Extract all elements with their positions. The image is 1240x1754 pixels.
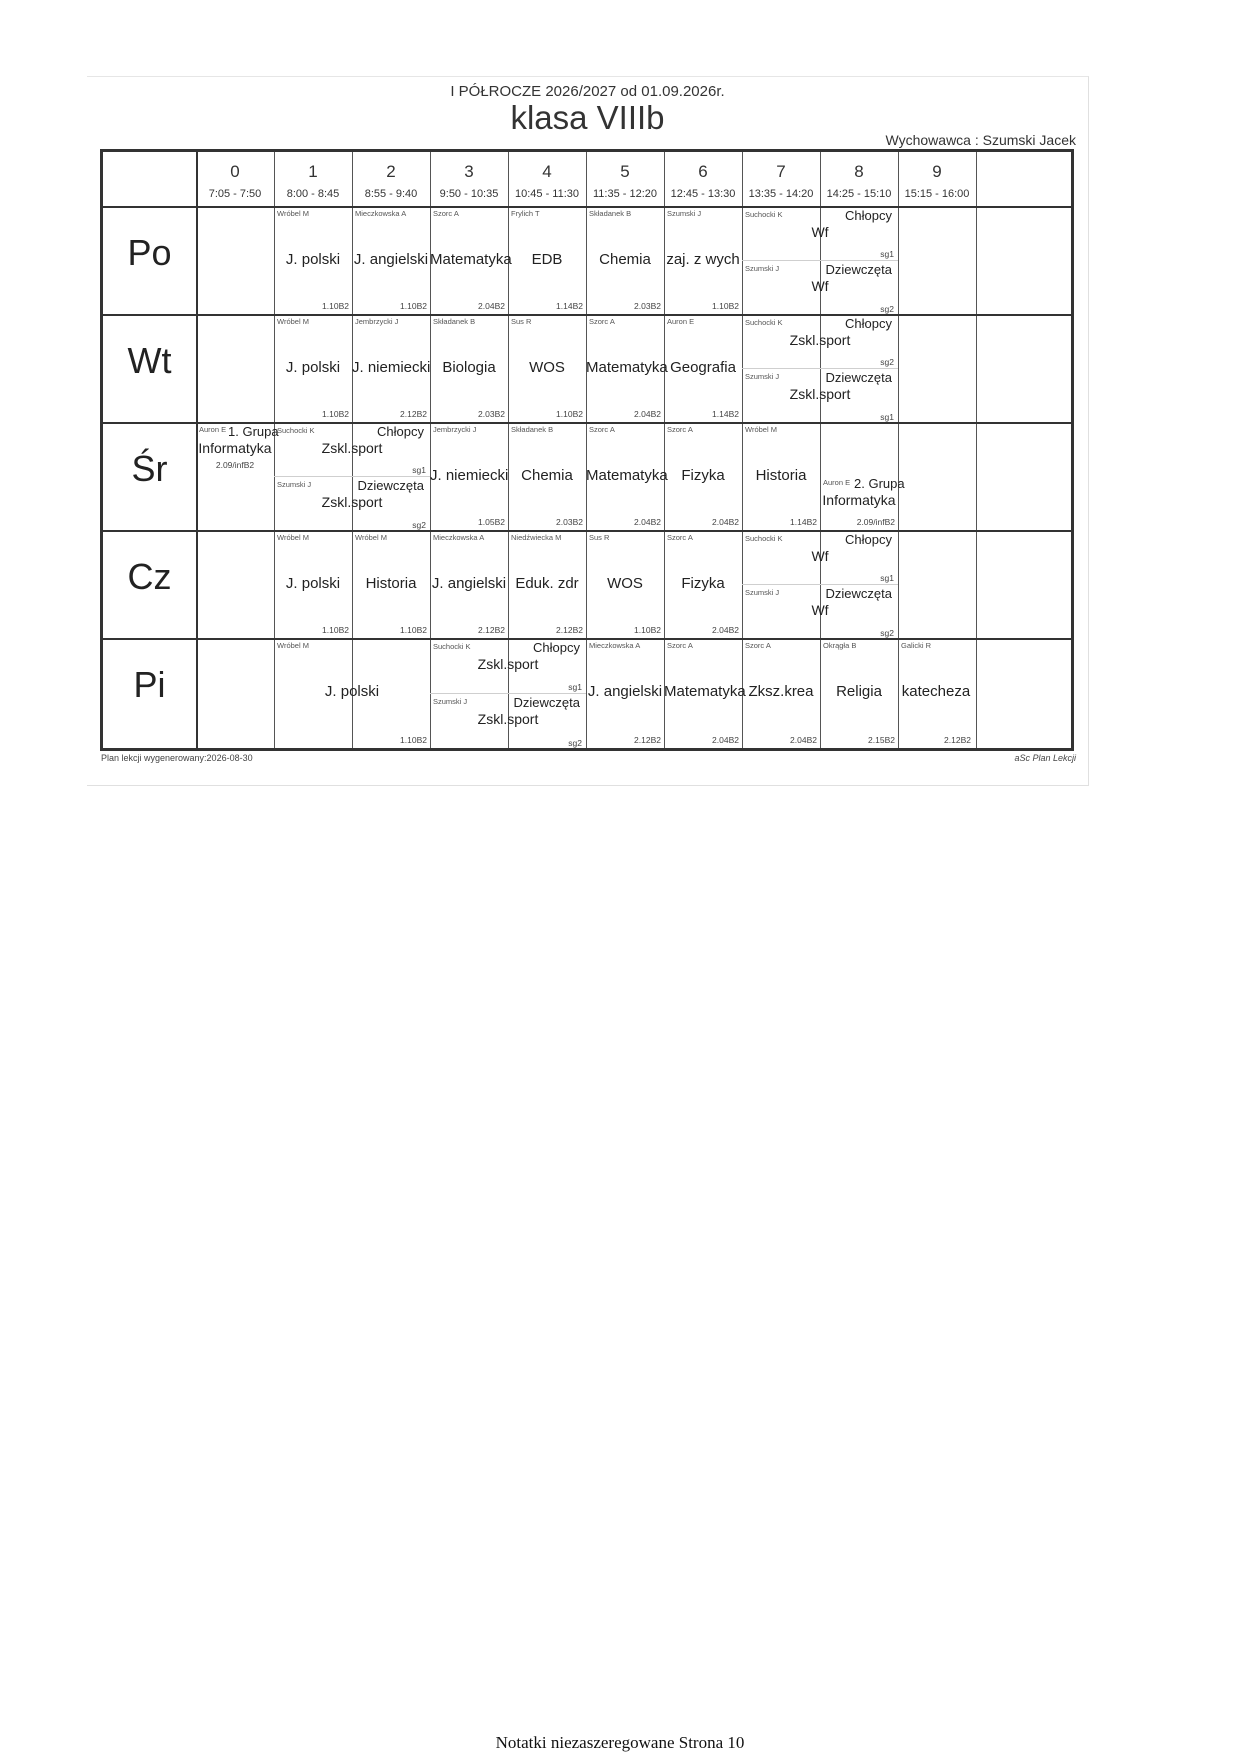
period-header-1	[274, 152, 352, 206]
lesson-cell	[274, 531, 352, 638]
teacher-name: Jembrzycki J	[355, 317, 399, 326]
lesson-cell	[274, 315, 352, 422]
room-number: 2.03B2	[478, 409, 505, 419]
teacher-name: Szorc A	[589, 425, 615, 434]
subject-name: Zskl.sport	[321, 440, 383, 456]
lesson-cell	[508, 423, 586, 530]
lesson-cell	[586, 531, 664, 638]
room-number: sg2	[880, 628, 894, 638]
subject-name: Chemia	[599, 251, 651, 268]
group-label: 1. Grupa	[228, 424, 279, 439]
period-time: 7:05 - 7:50	[208, 188, 262, 200]
teacher-name: Suchocki K	[745, 534, 783, 543]
split-lesson-cell	[274, 423, 430, 530]
subject-name: J. polski	[324, 683, 380, 700]
room-number: 2.12B2	[400, 409, 427, 419]
period-header-2	[352, 152, 430, 206]
group-label: Chłopcy	[845, 316, 892, 331]
period-header-7	[742, 152, 820, 206]
split-lesson-cell	[742, 531, 898, 638]
group-girls	[742, 368, 898, 423]
lesson-cell	[664, 639, 746, 748]
lesson-cell	[664, 315, 742, 422]
room-number: sg1	[880, 573, 894, 583]
period-header-9	[898, 152, 976, 206]
day-label-sr: Śr	[131, 448, 168, 489]
room-number: 2.12B2	[556, 625, 583, 635]
page-footer: Notatki niezaszeregowane Strona 10	[495, 1733, 745, 1752]
teacher-name: Sus R	[589, 533, 610, 542]
group-label: Chłopcy	[845, 532, 892, 547]
group-label: Dziewczęta	[357, 478, 424, 493]
subject-name: Matematyka	[664, 683, 746, 700]
period-number: 1	[308, 162, 318, 181]
teacher-name: Suchocki K	[745, 318, 783, 327]
room-number: 1.14B2	[712, 409, 739, 419]
subject-name: Informatyka	[198, 440, 272, 456]
period-number: 7	[776, 162, 786, 181]
group-lesson-cell	[820, 423, 905, 530]
subject-name: Zskl.sport	[789, 386, 851, 402]
subject-name: Chemia	[521, 467, 573, 484]
room-number: 2.04B2	[712, 735, 739, 745]
subject-name: Biologia	[442, 359, 496, 376]
lesson-cell	[352, 315, 430, 422]
room-number: 2.03B2	[556, 517, 583, 527]
subject-name: Matematyka	[586, 359, 668, 376]
subject-name: J. angielski	[431, 575, 507, 592]
split-lesson-cell	[742, 207, 898, 314]
teacher-name: Niedźwiecka M	[511, 533, 562, 542]
lesson-cell	[430, 315, 508, 422]
teacher-name: Mieczkowska A	[433, 533, 485, 542]
period-header-4	[508, 152, 586, 206]
period-time: 15:15 - 16:00	[904, 188, 970, 200]
room-number: 1.10B2	[634, 625, 661, 635]
room-number: 2.09/infB2	[856, 517, 895, 527]
subject-name: Matematyka	[586, 467, 668, 484]
lesson-cell	[742, 423, 820, 530]
teacher-name: Szumski J	[433, 697, 468, 706]
period-header-6	[664, 152, 742, 206]
teacher-name: Wróbel M	[355, 533, 387, 542]
day-label-wt: Wt	[127, 340, 172, 381]
teacher-name: Suchocki K	[745, 210, 783, 219]
teacher-name: Szorc A	[667, 425, 693, 434]
subject-name: EDB	[531, 251, 563, 268]
teacher-name: Składanek B	[511, 425, 554, 434]
teacher-name: Auron E	[823, 478, 851, 487]
room-number: 2.04B2	[712, 517, 739, 527]
group-label: 2. Grupa	[854, 476, 905, 491]
group-girls	[742, 260, 898, 315]
group-boys	[742, 207, 898, 260]
teacher-name: Suchocki K	[277, 426, 315, 435]
period-time: 10:45 - 11:30	[514, 188, 579, 200]
room-number: 1.14B2	[556, 301, 583, 311]
teacher-name: Wróbel M	[745, 425, 777, 434]
subject-name: WOS	[607, 575, 643, 592]
room-number: 2.12B2	[944, 735, 971, 745]
period-number: 0	[230, 162, 240, 181]
teacher-name: Szorc A	[745, 641, 771, 650]
lesson-cell	[586, 207, 664, 314]
room-number: 2.04B2	[790, 735, 817, 745]
teacher-name: Szumski J	[745, 372, 780, 381]
room-number: 2.09/infB2	[215, 460, 255, 470]
generated-date: Plan lekcji wygenerowany:2026-08-30	[101, 753, 253, 763]
subject-name: J. niemiecki	[430, 467, 509, 484]
room-number: 1.10B2	[712, 301, 739, 311]
period-time: 8:55 - 9:40	[364, 188, 418, 200]
subject-name: Informatyka	[822, 492, 896, 508]
group-boys	[742, 531, 898, 584]
grid-line	[976, 152, 977, 748]
period-header-8	[820, 152, 898, 206]
day-label-pi: Pi	[133, 664, 166, 705]
timetable-grid	[100, 149, 1074, 751]
group-label: Dziewczęta	[825, 370, 892, 385]
subject-name: Religia	[836, 683, 882, 700]
day-label-po: Po	[127, 232, 172, 273]
lesson-cell	[352, 531, 430, 638]
day-label-cz: Cz	[127, 556, 172, 597]
teacher-name: Szumski J	[745, 264, 780, 273]
group-girls	[742, 584, 898, 639]
subject-name: J. angielski	[587, 683, 663, 700]
subject-name: WOS	[529, 359, 565, 376]
room-number: 1.10B2	[400, 625, 427, 635]
lesson-cell	[508, 531, 586, 638]
teacher-name: Frylich T	[511, 209, 540, 218]
subject-name: J. polski	[285, 575, 341, 592]
room-number: 1.14B2	[790, 517, 817, 527]
lesson-cell	[586, 423, 668, 530]
timetable-sheet	[87, 76, 1089, 786]
group-lesson-cell	[196, 423, 279, 530]
group-boys	[742, 315, 898, 368]
room-number: sg2	[412, 520, 426, 530]
software-credit: aSc Plan Lekcji	[1014, 753, 1076, 763]
teacher-name: Szorc A	[667, 641, 693, 650]
lesson-cell	[820, 639, 898, 748]
subject-name: Zksz.krea	[748, 683, 814, 700]
period-time: 12:45 - 13:30	[670, 188, 736, 200]
teacher-name: Mieczkowska A	[355, 209, 407, 218]
group-label: Dziewczęta	[513, 695, 580, 710]
group-boys	[274, 423, 430, 476]
teacher-name: Okrągła B	[823, 641, 857, 650]
room-number: sg1	[880, 249, 894, 259]
teacher-name: Szorc A	[433, 209, 459, 218]
teacher-name: Szumski J	[667, 209, 702, 218]
lesson-cell	[430, 423, 508, 530]
lesson-cell	[586, 315, 668, 422]
lesson-cell	[664, 423, 742, 530]
group-girls	[430, 693, 586, 749]
room-number: 2.03B2	[634, 301, 661, 311]
semester-title: I PÓŁROCZE 2026/2027 od 01.09.2026r.	[450, 83, 725, 100]
period-time: 11:35 - 12:20	[592, 188, 657, 200]
room-number: 1.10B2	[322, 301, 349, 311]
subject-name: Geografia	[670, 359, 736, 376]
period-number: 4	[542, 162, 552, 181]
subject-name: zaj. z wych	[666, 251, 740, 268]
subject-name: J. angielski	[353, 251, 429, 268]
teacher-name: Składanek B	[433, 317, 476, 326]
room-number: sg1	[880, 412, 894, 422]
lesson-cell	[664, 531, 742, 638]
teacher-name: Szumski J	[745, 588, 780, 597]
group-label: Dziewczęta	[825, 262, 892, 277]
room-number: sg1	[412, 465, 426, 475]
lesson-cell	[352, 207, 430, 314]
room-number: sg1	[568, 682, 582, 692]
subject-name: J. polski	[285, 359, 341, 376]
group-label: Dziewczęta	[825, 586, 892, 601]
lesson-cell	[898, 639, 974, 748]
subject-name: katecheza	[901, 683, 971, 700]
split-lesson-cell	[430, 639, 586, 748]
teacher-name: Wróbel M	[277, 533, 309, 542]
teacher-name: Wróbel M	[277, 641, 309, 650]
group-label: Chłopcy	[845, 208, 892, 223]
room-number: 1.05B2	[478, 517, 505, 527]
group-boys	[430, 639, 586, 693]
period-header-5	[586, 152, 664, 206]
period-time: 9:50 - 10:35	[439, 188, 499, 200]
lesson-cell	[664, 207, 742, 314]
teacher-name: Mieczkowska A	[589, 641, 641, 650]
group-label: Chłopcy	[533, 640, 580, 655]
period-time: 14:25 - 15:10	[826, 188, 892, 200]
room-number: 2.15B2	[868, 735, 895, 745]
room-number: 1.10B2	[400, 301, 427, 311]
subject-name: Wf	[811, 548, 829, 564]
lesson-cell	[430, 207, 512, 314]
lesson-cell	[274, 207, 352, 314]
teacher-name: Auron E	[199, 425, 227, 434]
subject-name: Zskl.sport	[477, 711, 539, 727]
room-number: sg2	[880, 357, 894, 367]
period-time: 8:00 - 8:45	[286, 188, 340, 200]
teacher-name: Sus R	[511, 317, 532, 326]
subject-name: Historia	[755, 467, 807, 484]
subject-name: Fizyka	[681, 575, 725, 592]
subject-name: Zskl.sport	[477, 656, 539, 672]
subject-name: Zskl.sport	[789, 332, 851, 348]
subject-name: Matematyka	[430, 251, 512, 268]
split-lesson-cell	[742, 315, 898, 422]
lesson-cell	[508, 315, 586, 422]
room-number: sg2	[568, 738, 582, 748]
teacher-name: Jembrzycki J	[433, 425, 477, 434]
subject-name: J. polski	[285, 251, 341, 268]
room-number: 2.04B2	[712, 625, 739, 635]
subject-name: Wf	[811, 278, 829, 294]
class-title: klasa VIIIb	[510, 99, 665, 136]
teacher-name: Suchocki K	[433, 642, 471, 651]
room-number: 2.04B2	[478, 301, 505, 311]
lesson-cell	[742, 639, 820, 748]
subject-name: Fizyka	[681, 467, 725, 484]
group-girls	[274, 476, 430, 531]
period-number: 5	[620, 162, 630, 181]
period-number: 8	[854, 162, 864, 181]
period-number: 6	[698, 162, 708, 181]
subject-name: J. niemiecki	[352, 359, 431, 376]
period-number: 9	[932, 162, 942, 181]
subject-name: Historia	[365, 575, 417, 592]
subject-name: Eduk. zdr	[515, 575, 579, 592]
subject-name: Zskl.sport	[321, 494, 383, 510]
room-number: 2.12B2	[634, 735, 661, 745]
teacher-name: Szumski J	[277, 480, 312, 489]
period-time: 13:35 - 14:20	[748, 188, 814, 200]
subject-name: Wf	[811, 602, 829, 618]
room-number: sg2	[880, 304, 894, 314]
period-header-0	[196, 152, 274, 206]
room-number: 2.04B2	[634, 409, 661, 419]
teacher-name: Szorc A	[667, 533, 693, 542]
room-number: 2.04B2	[634, 517, 661, 527]
teacher-name: Wróbel M	[277, 209, 309, 218]
room-number: 1.10B2	[556, 409, 583, 419]
room-number: 2.12B2	[478, 625, 505, 635]
tutor-label: Wychowawca : Szumski Jacek	[885, 132, 1076, 148]
double-lesson-cell	[274, 639, 430, 748]
lesson-cell	[508, 207, 586, 314]
period-number: 3	[464, 162, 474, 181]
lesson-cell	[586, 639, 664, 748]
teacher-name: Galicki R	[901, 641, 932, 650]
teacher-name: Szorc A	[589, 317, 615, 326]
group-label: Chłopcy	[377, 424, 424, 439]
room-number: 1.10B2	[322, 409, 349, 419]
teacher-name: Auron E	[667, 317, 695, 326]
subject-name: Wf	[811, 224, 829, 240]
room-number: 1.10B2	[400, 735, 427, 745]
period-header-3	[430, 152, 508, 206]
teacher-name: Wróbel M	[277, 317, 309, 326]
room-number: 1.10B2	[322, 625, 349, 635]
period-number: 2	[386, 162, 396, 181]
lesson-cell	[430, 531, 508, 638]
teacher-name: Składanek B	[589, 209, 632, 218]
